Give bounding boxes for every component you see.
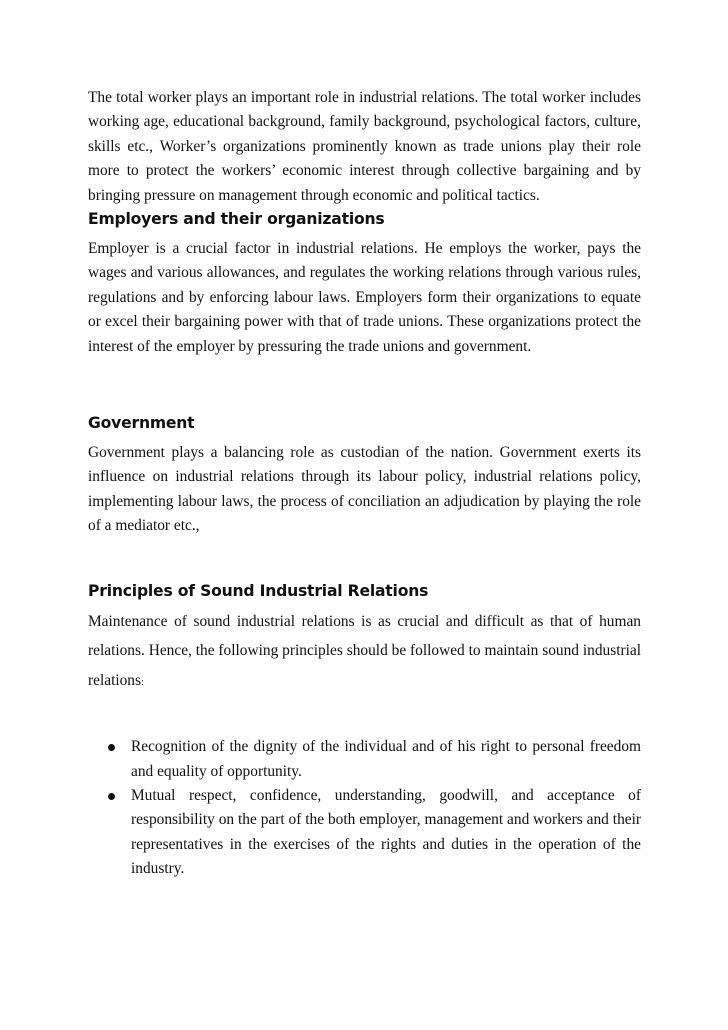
bullet-text: Recognition of the dignity of the individual and of his right to personal freedom and equality of opportunity.	[131, 738, 641, 780]
heading-employers: Employers and their organizations	[88, 210, 385, 229]
principles-bullet-list	[88, 735, 641, 881]
heading-government: Government	[88, 414, 195, 433]
principles-paragraph	[88, 607, 641, 698]
intro-paragraph: The total worker plays an important role in industrial relations. The total worker includes working age, educational background, family background, psychological factors, culture, skills etc., Worker’s organizations prominently known as trade unions play their role more to protect the workers’ economic interest through collective bargaining and by bringing pressure on management through economic and political tactics.	[88, 89, 641, 204]
bullet-dot-icon	[108, 793, 115, 800]
list-item	[88, 784, 641, 882]
principles-paragraph-text: Maintenance of sound industrial relations is as crucial and difficult as that of human relations. Hence, the following principles should be followed to maintain sound industrial relations	[88, 612, 641, 689]
list-item	[88, 735, 641, 784]
employers-paragraph: Employer is a crucial factor in industrial relations. He employs the worker, pays the wages and various allowances, and regulates the working relations through various rules, regulations and by enforcing labour laws. Employers form their organizations to equate or excel their bargaining power with that of trade unions. These organizations protect the interest of the employer by pressuring the trade unions and government.	[88, 240, 641, 355]
heading-principles: Principles of Sound Industrial Relations	[88, 581, 429, 600]
government-paragraph: Government plays a balancing role as custodian of the nation. Government exerts its influence on industrial relations through its labour policy, industrial relations policy, implementing labour laws, the process of conciliation an adjudication by playing the role of a mediator etc.,	[88, 444, 641, 535]
document-body	[88, 86, 641, 882]
principles-paragraph-colon: :	[141, 675, 145, 688]
bullet-dot-icon	[108, 744, 115, 751]
bullet-text: Mutual respect, confidence, understanding, goodwill, and acceptance of responsibility on the part of the both employer, management and workers and their representatives in the exercises of the rights and duties in the operation of the industry.	[131, 787, 641, 878]
